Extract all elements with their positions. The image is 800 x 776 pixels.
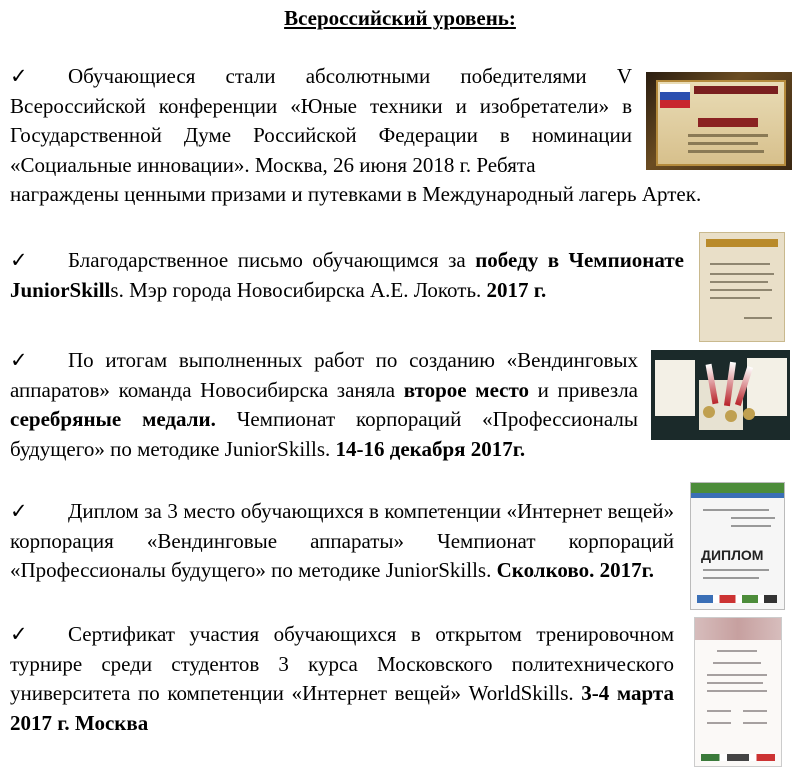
item-2-text: Благодарственное письмо обучающимся за	[68, 248, 476, 272]
item-2-bold: победу в Чемпионате JuniorSkill	[10, 248, 684, 302]
checkmark-icon: ✓	[10, 499, 28, 523]
checkmark-icon: ✓	[10, 622, 28, 646]
achievement-item-2	[10, 246, 684, 305]
diploma-photo	[646, 72, 792, 170]
achievement-item-5	[10, 620, 674, 738]
item-3-text-2: и привезла	[529, 377, 638, 402]
achievement-item-1-continued	[10, 180, 780, 210]
item-3-date: 14-16 декабря 2017г.	[335, 436, 526, 461]
diploma-image	[690, 482, 785, 610]
item-3-text: По итогам выполненных работ по созданию «Вендинговых аппаратов» команда Новосибирска заняла	[10, 348, 638, 402]
item-2-text-2: s. Мэр города Новосибирска А.Е. Локоть.	[110, 277, 487, 302]
checkmark-icon: ✓	[10, 248, 28, 272]
item-3-text-3: Чемпионат корпораций «Профессионалы будущего» по методике JuniorSkills.	[10, 407, 639, 461]
diploma-word: ДИПЛОМ	[701, 547, 764, 563]
item-5-text: Сертификат участия обучающихся в открытом тренировочном турнире среди студентов 3 курса Московского политехнического университета по компетенции «Интернет вещей» WorldSkills.	[10, 622, 674, 705]
medals-photo	[651, 350, 790, 440]
thank-you-letter-image	[699, 232, 785, 342]
page-title: Всероссийский уровень:	[284, 6, 516, 30]
item-4-place-date: Сколково. 2017г.	[496, 558, 655, 582]
achievement-item-1	[10, 62, 632, 180]
item-1-text-continued: награждены ценными призами и путевками в Международный лагерь Артек.	[10, 182, 702, 206]
certificate-image	[694, 617, 782, 767]
russian-flag-icon	[660, 84, 690, 108]
item-3-bold-place: второе место	[403, 377, 530, 402]
checkmark-icon: ✓	[10, 348, 28, 372]
item-3-bold-medals: серебряные медали.	[10, 407, 216, 431]
item-5-date: 3-4 марта 2017 г. Москва	[10, 681, 674, 735]
item-4-text: Диплом за 3 место обучающихся в компетенции «Интернет вещей» корпорация «Вендинговые аппараты» Чемпионат корпораций «Профессионалы будущего» по методике JuniorSkills.	[10, 499, 674, 582]
item-2-year: 2017 г.	[486, 277, 547, 302]
achievement-item-4	[10, 497, 674, 586]
item-1-text: Обучающиеся стали абсолютными победителями V Всероссийской конференции «Юные техники и изобретатели» в Государственной Думе Российской Федерации в номинации «Социальные инновации». Москва, 26 июня 2018 г. Ребята	[10, 64, 632, 177]
checkmark-icon: ✓	[10, 64, 28, 88]
achievement-item-3	[10, 346, 638, 464]
